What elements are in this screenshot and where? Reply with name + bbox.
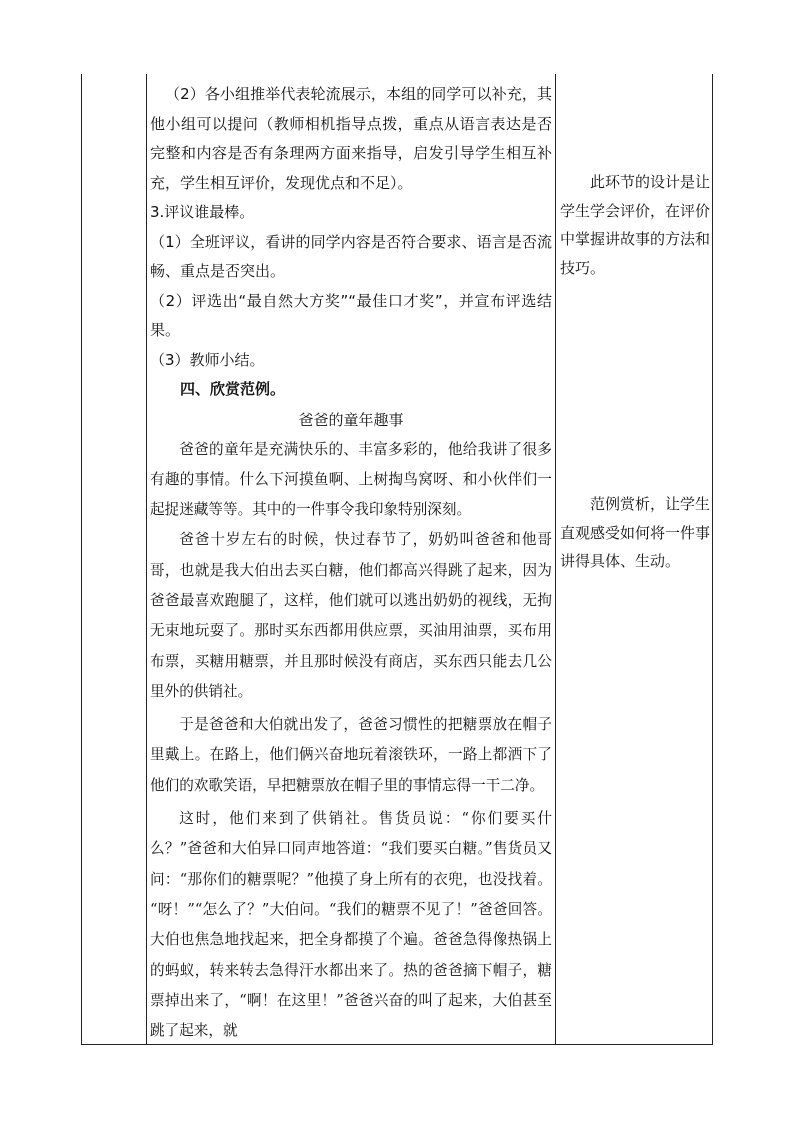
- design-note-1: 此环节的设计是让学生学会评价，在评价中掌握讲故事的方法和技巧。: [560, 173, 711, 277]
- design-note-2: 范例赏析，让学生直观感受如何将一件事讲得具体、生动。: [560, 495, 711, 570]
- step-paragraph: （2）评选出“最自然大方奖”“最佳口才奖”，并宣布评选结果。: [150, 291, 552, 339]
- story-title: 爸爸的童年趣事: [298, 410, 404, 429]
- main-content-cell: [150, 80, 552, 1046]
- story-paragraph: 爸爸的童年是充满快乐的、丰富多彩的，他给我讲了很多有趣的事情。什么下河摸鱼啊、上树掏鸟窝呀、和小伙伴们一起捉迷藏等等。其中的一件事令我印象特别深刻。: [150, 440, 552, 519]
- step-paragraph: （1）全班评议，看讲的同学内容是否符合要求、语言是否流畅、重点是否突出。: [150, 232, 552, 280]
- table-divider-2: [555, 74, 556, 1045]
- step-paragraph: （2）各小组推举代表轮流展示，本组的同学可以补充，其他小组可以提问（教师相机指导点拨，重点从语言表达是否完整和内容是否有条理两方面来指导，启发引导学生相互补充，学生相互评价，发现优点和不足）。: [150, 85, 552, 192]
- step-heading: 3.评议谁最棒。: [150, 203, 255, 221]
- story-paragraph: 爸爸十岁左右的时候，快过春节了，奶奶叫爸爸和他哥哥，也就是我大伯出去买白糖，他们都高兴得跳了起来，因为爸爸最喜欢跑腿了，这样，他们就可以逃出奶奶的视线，无拘无束地玩耍了。那时买东西都用供应票，买油用油票，买布用布票，买糖用糖票，并且那时候没有商店，买东西只能去几公里外的供销社。: [150, 531, 552, 700]
- step-paragraph: （3）教师小结。: [150, 350, 265, 369]
- section-heading: 四、欣赏范例。: [180, 380, 286, 398]
- table-right-border: [712, 74, 713, 1045]
- table-left-border: [81, 74, 82, 1045]
- design-note-cell: [560, 168, 710, 282]
- story-paragraph: 于是爸爸和大伯就出发了，爸爸习惯性的把糖票放在帽子里戴上。在路上，他们俩兴奋地玩着滚铁环，一路上都洒下了他们的欢歌笑语，早把糖票放在帽子里的事情忘得一干二净。: [150, 716, 552, 794]
- story-paragraph: 这时，他们来到了供销社。售货员说：“你们要买什么？”爸爸和大伯异口同声地答道：“我们要买白糖。”售货员又问：“那你们的糖票呢？”他摸了身上所有的衣兜，也没找着。 “呀！”“怎么了？”大伯问。“我们的糖票不见了！”爸爸回答。大伯也焦急地找起来，把全身都摸了个遍。爸爸急得像热锅上的蚂蚁，转来转去急得汗水都出来了。热的爸爸摘下帽子，糖票掉出来了，“啊！在这里！”爸爸兴奋的叫了起来，大伯甚至跳了起来，就: [150, 810, 552, 1040]
- table-divider-1: [146, 74, 147, 1045]
- example-note-cell: [560, 490, 710, 576]
